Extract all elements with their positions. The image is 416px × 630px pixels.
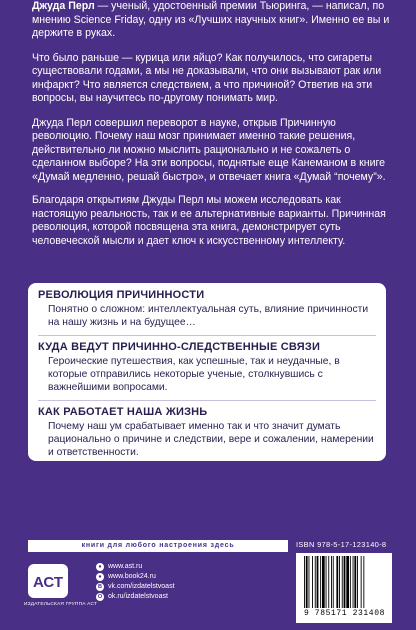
barcode-bar [361,556,362,608]
barcode-bar [357,556,358,608]
barcode-bar [306,556,308,608]
barcode-bar [353,556,354,608]
barcode-bar [339,556,340,608]
isbn-label: ISBN 978-5-17-123140-8 [296,540,387,549]
barcode-bar [350,556,351,608]
intro-paragraph-2: Что было раньше — курица или яйцо? Как получилось, что сигареты существовали годами, а мы не доказывали, что они вызывают рак или инфаркт? Что является следствием, а что причиной? Ответив на эти вопросы, вы научитесь по-другому понимать мир. [32,51,382,104]
barcode-bar [317,556,319,608]
barcode-bar [331,556,332,608]
intro-paragraph-1 [32,0,392,41]
link-text: www.ast.ru [108,563,143,570]
section-title: КАК РАБОТАЕТ НАША ЖИЗНЬ [38,406,208,418]
book-icon: ● [96,573,104,581]
section-title: РЕВОЛЮЦИЯ ПРИЧИННОСТИ [38,289,205,301]
barcode-bar [320,556,321,608]
publisher-links [96,562,175,602]
barcode-digits: 9 785171 231408 [304,609,386,618]
barcode-bar [346,556,349,608]
barcode-bar [322,556,325,608]
vk-icon: В [96,583,104,591]
link-text: ok.ru/izdatelstvoast [108,593,168,600]
barcode-bar [342,556,343,608]
section-causality-revolution [38,289,376,329]
back-cover-intro [32,0,392,259]
intro-paragraph-1-text: — ученый, удостоенный премии Тьюринга, — написал, по мнению Science Friday, одну из «Лучших научных книг». Именно ее вы и держите в руках. [32,0,390,39]
link-ok[interactable] [96,592,175,602]
barcode-bar [309,556,310,608]
link-text: vk.com/izdatelstvoast [108,583,175,590]
ast-logo-icon [28,564,68,598]
section-how-life-works [38,406,376,459]
barcode-bar [354,556,356,608]
barcode-bar [333,556,334,608]
section-text: Понятно о сложном: интеллектуальная суть, влияние причинности на нашу жизнь и на будущее… [48,304,369,328]
ok-icon: О [97,594,103,600]
link-vk[interactable] [96,582,175,592]
barcode-bar [328,556,329,608]
barcode-bar [304,556,305,608]
intro-paragraph-4: Благодаря открытиям Джуды Перл мы можем исследовать как настоящую реальность, так и ее альтернативные варианты. Причинная революция, которой посвящена эта книга, демонстрирует суть человеческой мысли и дает ключ к искусственному интеллекту. [32,194,386,247]
highlights-box [28,283,386,461]
publisher-name: ИЗДАТЕЛЬСКАЯ ГРУППА АСТ [24,602,98,607]
section-causal-links [38,341,376,394]
author-name: Джуда Перл [32,0,95,12]
barcode-bars [304,556,388,608]
barcode [296,553,392,623]
barcode-bar [312,556,313,608]
globe-icon: ● [96,563,104,571]
section-text: Почему наш ум срабатывает именно так и что значит думать рационально о причине и следствии, вере и сожалении, намерении и ответственности. [48,421,374,458]
section-title: КУДА ВЕДУТ ПРИЧИННО-СЛЕДСТВЕННЫЕ СВЯЗИ [38,341,321,353]
barcode-bar [344,556,346,608]
cover-footer [0,536,416,630]
barcode-bar [336,556,338,608]
tagline-bar: книги для любого настроения здесь [28,540,288,552]
section-text: Героические путешествия, как успешные, так и неудачные, в которые отправились некоторые ученые, столкнувшись с важнейшими вопросами. [48,356,340,393]
barcode-bar [315,556,316,608]
link-book24[interactable] [96,572,175,582]
barcode-bar [326,556,327,608]
barcode-bar [363,556,364,608]
logo-text: АСТ [32,574,64,591]
section-divider [38,400,376,401]
link-text: www.book24.ru [108,573,156,580]
intro-paragraph-3: Джуда Перл совершил переворот в науке, открыв Причинную революцию. Почему наш мозг принимает именно такие решения, действительно ли можно мыслить рационально и не сожалеть о сделанном выборе? На эти вопросы, поднятые еще Канеманом в книге «Думай медленно, решай быстро», и отвечает книга «Думай “почему”». [32,116,386,183]
section-divider [38,335,376,336]
link-website[interactable] [96,562,175,572]
ast-logo [28,564,68,598]
